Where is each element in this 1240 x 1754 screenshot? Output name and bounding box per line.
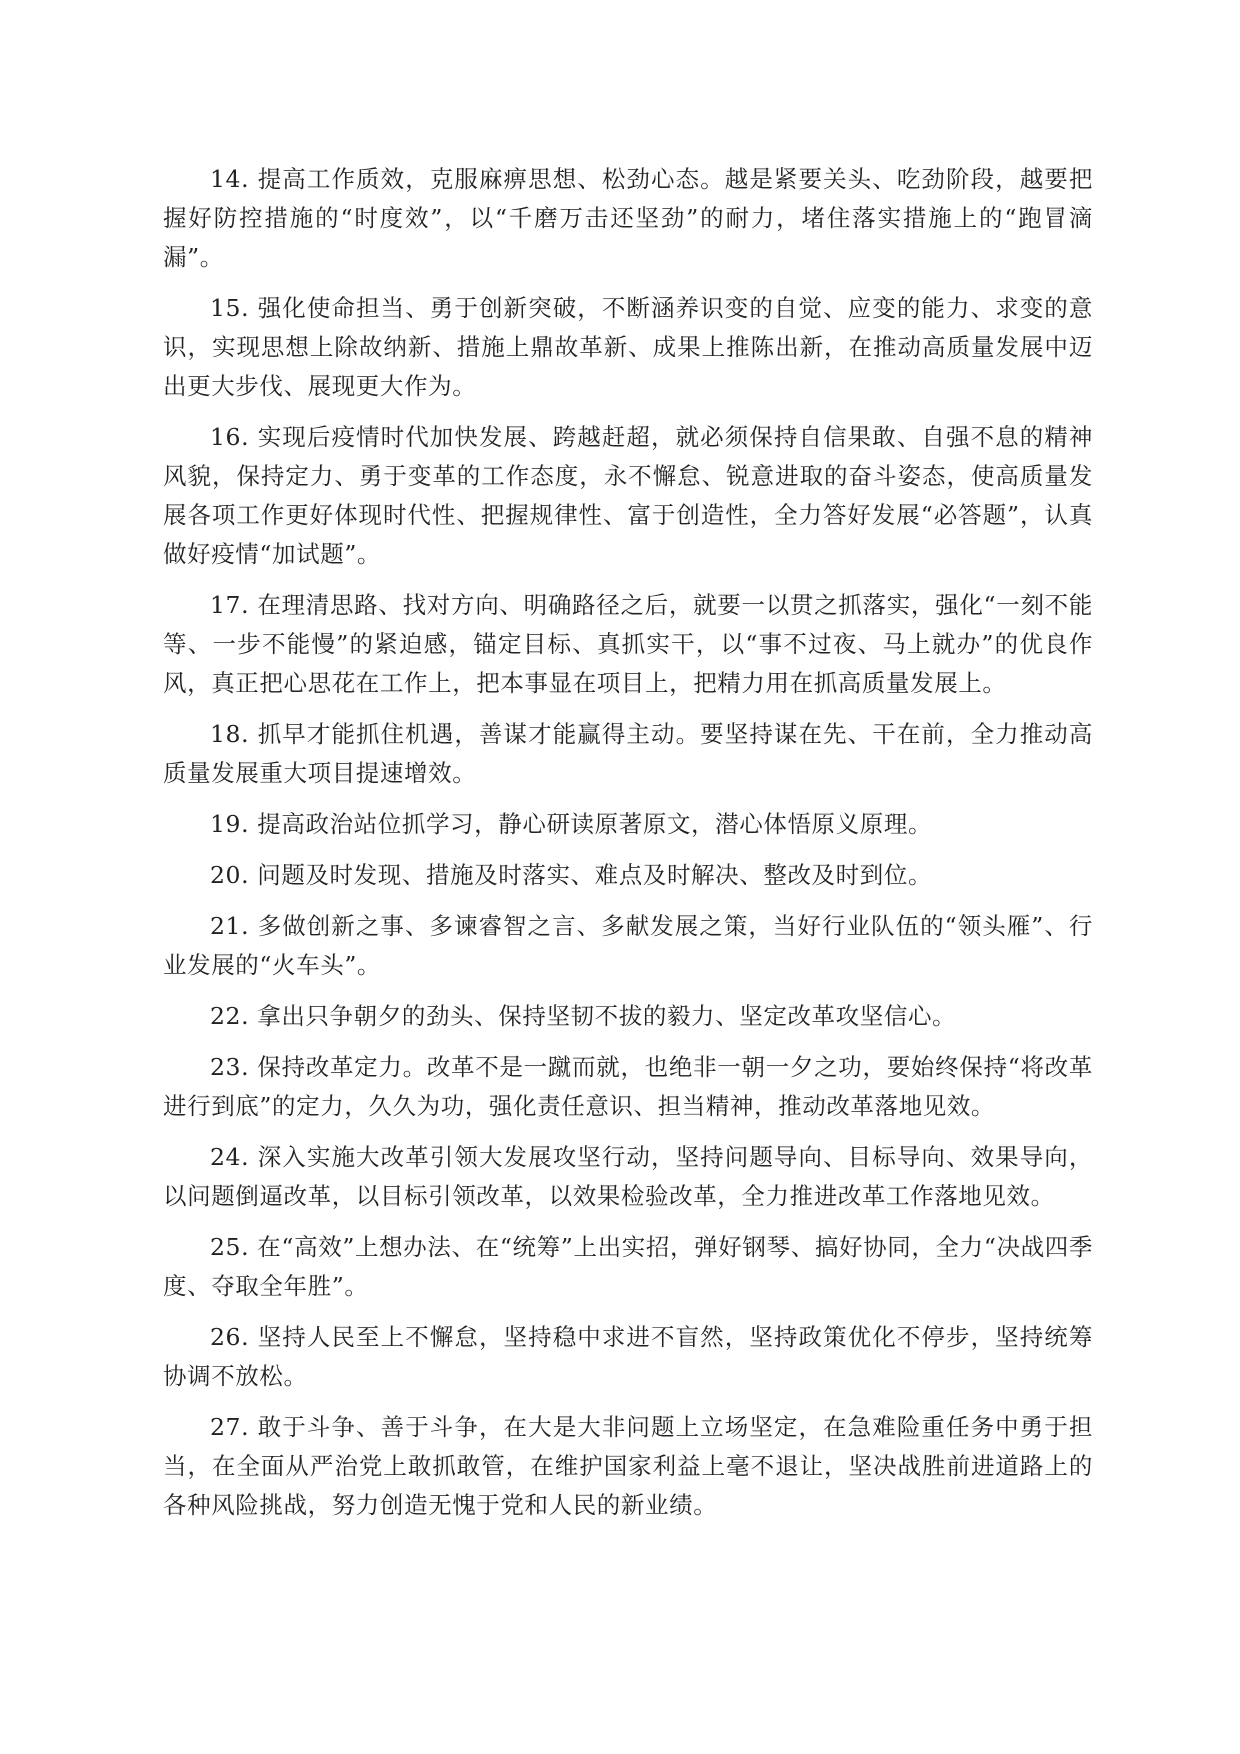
paragraph-25: 25. 在“高效”上想办法、在“统筹”上出实招，弹好钢琴、搞好协同，全力“决战四季度、夺取全年胜”。 xyxy=(163,1233,1093,1300)
paragraph-14: 14. 提高工作质效，克服麻痹思想、松劲心态。越是紧要关头、吃劲阶段，越要把握好防控措施的“时度效”，以“千磨万击还坚劲”的耐力，堵住落实措施上的“跑冒滴漏”。 xyxy=(163,165,1093,271)
paragraph-24: 24. 深入实施大改革引领大发展攻坚行动，坚持问题导向、目标导向、效果导向，以问题倒逼改革，以目标引领改革，以效果检验改革，全力推进改革工作落地见效。 xyxy=(163,1143,1093,1210)
paragraph-17: 17. 在理清思路、找对方向、明确路径之后，就要一以贯之抓落实，强化“一刻不能等、一步不能慢”的紧迫感，锚定目标、真抓实干，以“事不过夜、马上就办”的优良作风，真正把心思花在工作上，把本事显在项目上，把精力用在抓高质量发展上。 xyxy=(163,591,1093,697)
paragraph-18: 18. 抓早才能抓住机遇，善谋才能赢得主动。要坚持谋在先、干在前，全力推动高质量发展重大项目提速增效。 xyxy=(163,720,1093,787)
paragraph-20: 20. 问题及时发现、措施及时落实、难点及时解决、整改及时到位。 xyxy=(210,861,933,889)
paragraph-16: 16. 实现后疫情时代加快发展、跨越赶超，就必须保持自信果敢、自强不息的精神风貌，保持定力、勇于变革的工作态度，永不懈怠、锐意进取的奋斗姿态，使高质量发展各项工作更好体现时代性、把握规律性、富于创造性，全力答好发展“必答题”，认真做好疫情“加试题”。 xyxy=(163,423,1093,568)
paragraph-19: 19. 提高政治站位抓学习，静心研读原著原文，潜心体悟原义原理。 xyxy=(210,810,933,838)
document-body xyxy=(163,160,1093,1537)
paragraph-22: 22. 拿出只争朝夕的劲头、保持坚韧不拔的毅力、坚定改革攻坚信心。 xyxy=(210,1002,957,1030)
paragraph-26: 26. 坚持人民至上不懈怠，坚持稳中求进不盲然，坚持政策优化不停步，坚持统筹协调不放松。 xyxy=(163,1323,1093,1390)
paragraph-21: 21. 多做创新之事、多谏睿智之言、多献发展之策，当好行业队伍的“领头雁”、行业发展的“火车头”。 xyxy=(163,912,1093,979)
paragraph-23: 23. 保持改革定力。改革不是一蹴而就，也绝非一朝一夕之功，要始终保持“将改革进行到底”的定力，久久为功，强化责任意识、担当精神，推动改革落地见效。 xyxy=(163,1053,1093,1120)
paragraph-15: 15. 强化使命担当、勇于创新突破，不断涵养识变的自觉、应变的能力、求变的意识，实现思想上除故纳新、措施上鼎故革新、成果上推陈出新，在推动高质量发展中迈出更大步伐、展现更大作为。 xyxy=(163,294,1093,400)
paragraph-27: 27. 敢于斗争、善于斗争，在大是大非问题上立场坚定，在急难险重任务中勇于担当，在全面从严治党上敢抓敢管，在维护国家利益上毫不退让，坚决战胜前进道路上的各种风险挑战，努力创造无愧于党和人民的新业绩。 xyxy=(163,1413,1093,1519)
